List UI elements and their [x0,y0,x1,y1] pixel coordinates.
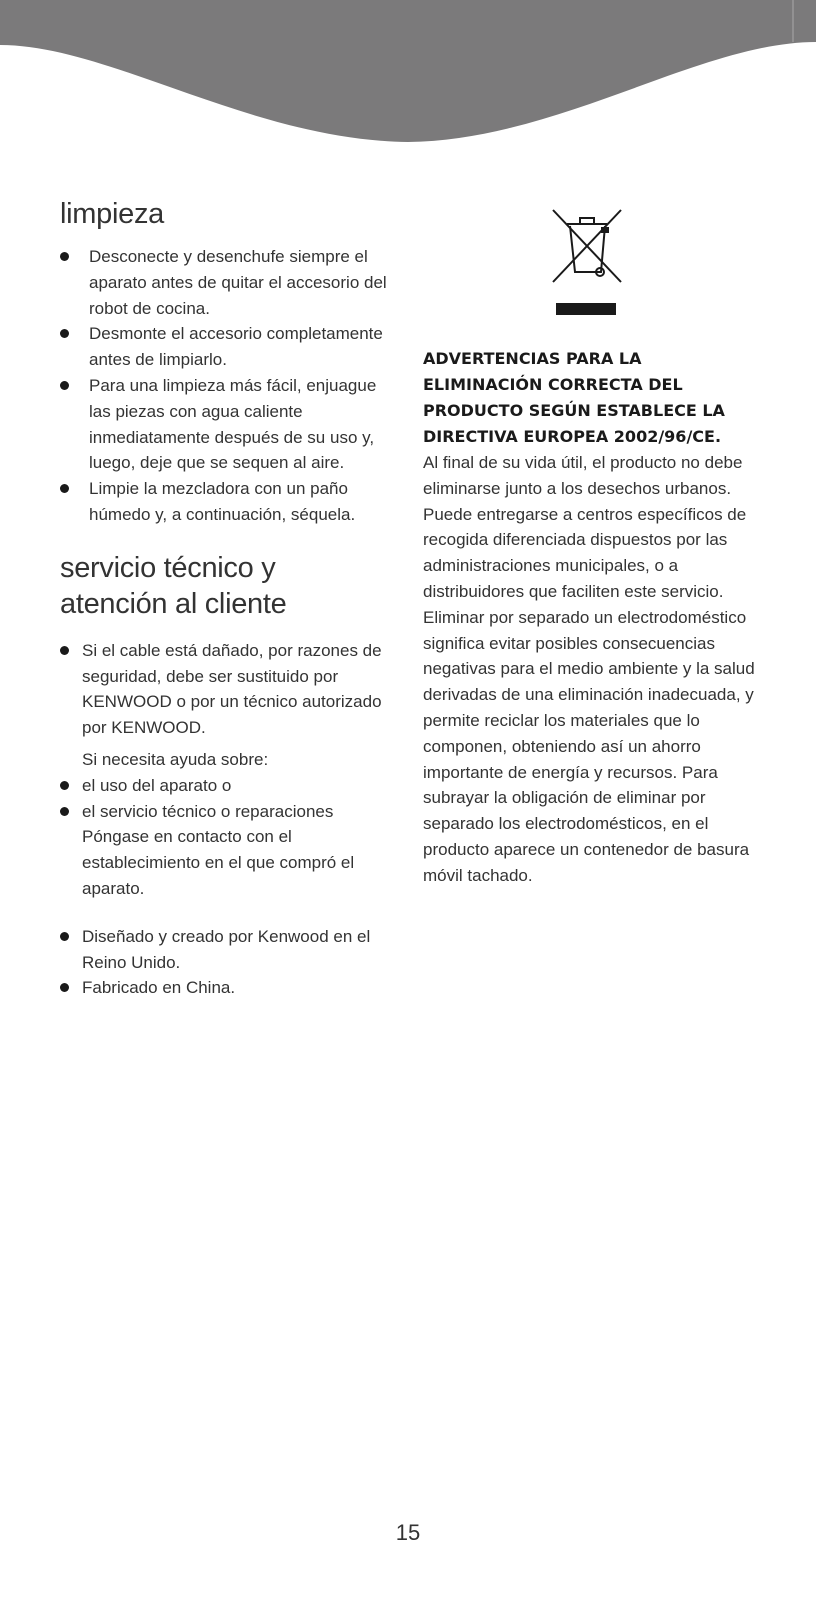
list-item-text: Diseñado y creado por Kenwood en el Reino Unido. [82,926,371,972]
limpieza-heading: limpieza [60,198,164,230]
spacer [60,902,395,924]
list-item [60,924,395,976]
bullet-icon [60,381,69,390]
servicio-heading-line2: atención al cliente [60,587,287,620]
list-item-text: Limpie la mezcladora con un paño húmedo y, a continuación, séquela. [89,479,356,524]
advertencias-heading: ADVERTENCIAS PARA LA ELIMINACIÓN CORRECTA DEL PRODUCTO SEGÚN ESTABLECE LA DIRECTIVA EUROPEA 2002/96/CE. [423,349,725,446]
bullet-icon [60,646,69,655]
page-number: 15 [395,1520,421,1545]
crossed-out-wheeled-bin-icon [547,206,627,286]
right-column [423,206,763,889]
list-item [60,321,395,373]
origin-list [60,924,395,1001]
help-intro: Si necesita ayuda sobre: [82,749,269,769]
bullet-icon [60,932,69,941]
help-list [60,773,395,902]
list-item-text: Desconecte y desenchufe siempre el aparato antes de quitar el accesorio del robot de cocina. [89,247,387,318]
list-item [60,799,395,902]
list-item [60,975,395,1001]
list-item-text: Para una limpieza más fácil, enjuague las piezas con agua caliente inmediatamente después de su uso y, luego, deje que se sequen al aire. [89,375,377,473]
list-item-text: Desmonte el accesorio completamente antes de limpiarlo. [89,324,383,370]
list-item [60,244,395,321]
bullet-icon [60,329,69,338]
list-item [60,773,395,799]
bullet-icon [60,252,69,261]
list-item [60,476,395,528]
bullet-icon [60,781,69,790]
servicio-list [60,638,395,741]
list-item-text: Si el cable está dañado, por razones de seguridad, debe ser sustituido por KENWOOD o por un técnico autorizado por KENWOOD. [82,640,382,738]
servicio-heading [60,550,395,622]
bullet-icon [60,484,69,493]
bullet-icon [60,983,69,992]
weee-symbol [423,206,763,346]
list-item [60,373,395,476]
weee-bar [556,303,616,315]
servicio-heading-line1: servicio técnico y [60,551,276,584]
list-item-text: Fabricado en China. [82,978,236,998]
limpieza-list [60,244,395,528]
list-item [60,638,395,741]
left-column [60,196,395,1001]
advertencias-body: Al final de su vida útil, el producto no debe eliminarse junto a los desechos urbanos. Puede entregarse a centros específicos de recogida diferenciada dispuestos por las administraciones municipales, o a distribuidores que faciliten este servicio. Eliminar por separado un electrodoméstico significa evitar posibles consecuencias negativas para el medio ambiente y la salud derivadas de una eliminación inadecuada, y permite reciclar los materiales que lo componen, obteniendo así un ahorro importante de energía y recursos. Para subrayar la obligación de eliminar por separado los electrodomésticos, en el producto aparece un contenedor de basura móvil tachado. [423,453,755,885]
bullet-icon [60,807,69,816]
list-item-text: el uso del aparato o [82,775,232,795]
header-band [0,0,816,150]
list-item-text: el servicio técnico o reparaciones Póngase en contacto con el establecimiento en el que compró el aparato. [82,801,355,898]
